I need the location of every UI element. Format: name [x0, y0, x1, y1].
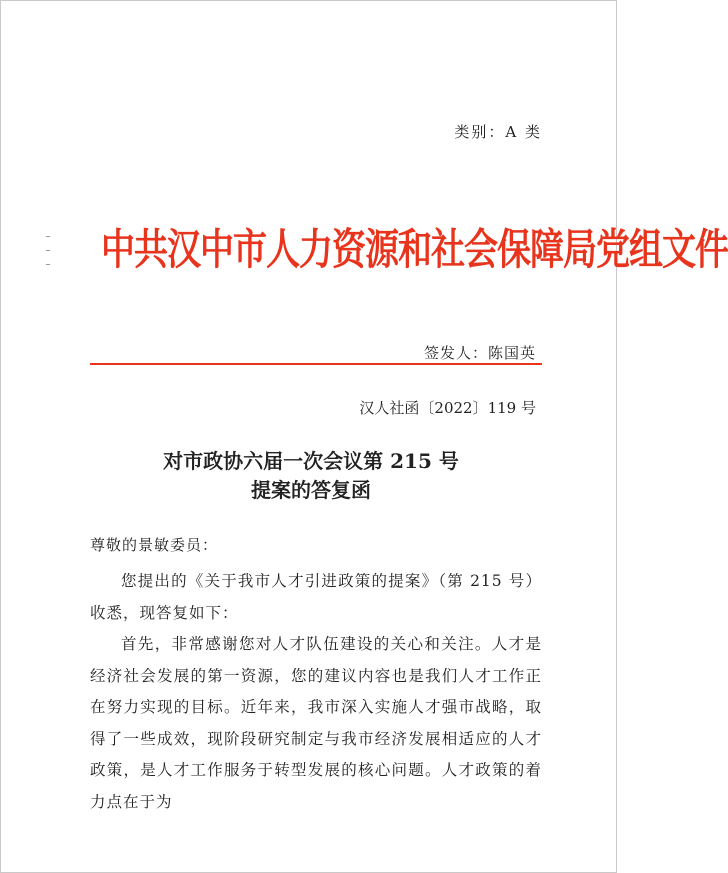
letter-body: [90, 566, 542, 818]
body-paragraph-1: 您提出的《关于我市人才引进政策的提案》（第 215 号）收悉，现答复如下：: [90, 572, 542, 622]
document-number: 汉人社函〔2022〕119 号: [359, 399, 536, 417]
red-divider-line: [90, 363, 542, 365]
letter-title-line-2: 提案的答复函: [251, 478, 371, 502]
letter-title-line-1: 对市政协六届一次会议第 215 号: [163, 449, 459, 473]
category-label: 类别：A 类: [454, 123, 542, 141]
signer-label: 签发人：陈国英: [423, 344, 536, 362]
scan-specks: [46, 236, 52, 281]
document-header-title: 中共汉中市人力资源和社会保障局党组文件: [101, 225, 728, 275]
letter-title: [61, 447, 561, 505]
body-paragraph-2: 首先，非常感谢您对人才队伍建设的关心和关注。人才是经济社会发展的第一资源，您的建议内容也是我们人才工作正在努力实现的目标。近年来，我市深入实施人才强市战略，取得了一些成效，现阶段研究制定与我市经济发展相适应的人才政策，是人才工作服务于转型发展的核心问题。人才政策的着力点在于为: [90, 635, 542, 811]
salutation: 尊敬的景敏委员：: [90, 536, 219, 554]
